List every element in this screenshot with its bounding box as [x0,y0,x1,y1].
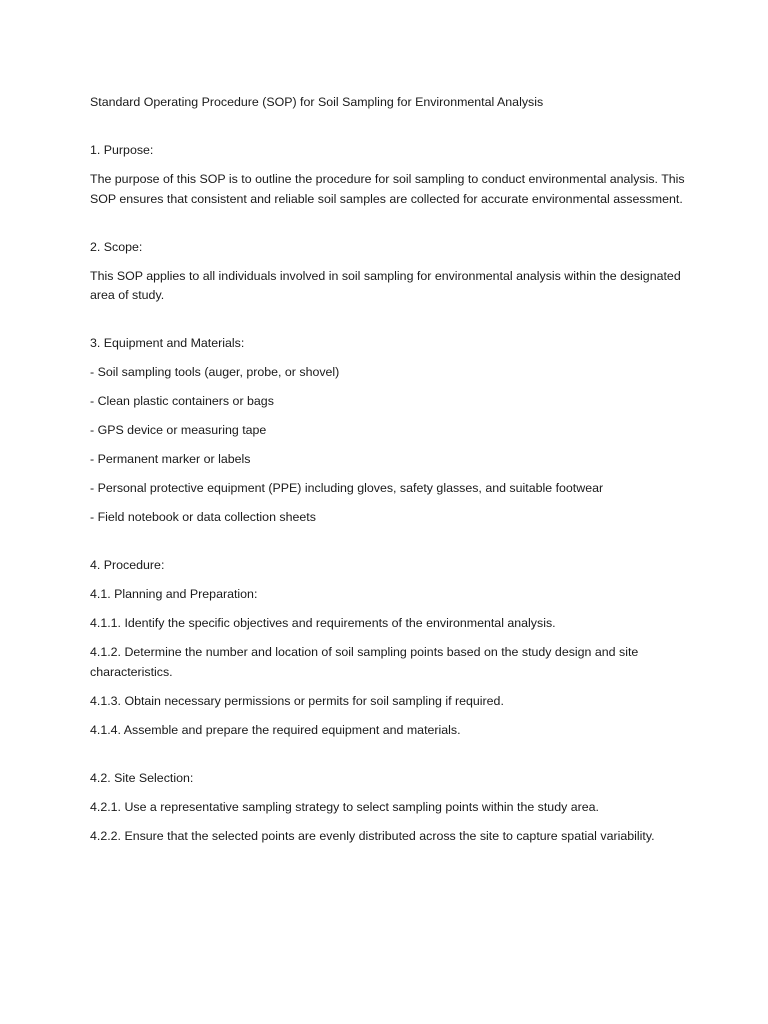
spacer [90,315,708,334]
procedure-heading: 4. Procedure: [90,558,165,572]
purpose-heading: 1. Purpose: [90,143,154,157]
spacer [90,750,708,769]
spacer [90,122,708,141]
site-selection-heading: 4.2. Site Selection: [90,770,194,785]
equipment-heading: 3. Equipment and Materials: [90,336,245,350]
equipment-item: - GPS device or measuring tape [90,423,267,437]
scope-heading: 2. Scope: [90,239,143,254]
equipment-item: - Field notebook or data collection sheets [90,510,316,524]
site-selection-step: 4.2.2. Ensure that the selected points are evenly distributed across the site to capture spatial variability. [90,828,655,843]
planning-step: 4.1.4. Assemble and prepare the required equipment and materials. [90,722,461,737]
scope-text: This SOP applies to all individuals involved in soil sampling for environmental analysis within the designated area of study. [90,268,681,302]
purpose-text: The purpose of this SOP is to outline the procedure for soil sampling to conduct environmental analysis. This SOP ensures that consistent and reliable soil samples are collected for accurate environmental assessment. [90,172,685,206]
document-title: Standard Operating Procedure (SOP) for Soil Sampling for Environmental Analysis [90,95,544,109]
planning-step: 4.1.2. Determine the number and location of soil sampling points based on the study design and site characteristics. [90,645,639,679]
spacer [90,537,708,556]
equipment-item: - Permanent marker or labels [90,452,251,466]
equipment-item: - Clean plastic containers or bags [90,394,274,408]
equipment-item: - Personal protective equipment (PPE) including gloves, safety glasses, and suitable footwear [90,481,604,495]
site-selection-step: 4.2.1. Use a representative sampling strategy to select sampling points within the study area. [90,799,599,814]
equipment-item: - Soil sampling tools (auger, probe, or shovel) [90,365,340,379]
planning-heading: 4.1. Planning and Preparation: [90,587,258,601]
planning-step: 4.1.3. Obtain necessary permissions or permits for soil sampling if required. [90,693,504,708]
planning-step: 4.1.1. Identify the specific objectives and requirements of the environmental analysis. [90,616,556,630]
spacer [90,219,708,238]
